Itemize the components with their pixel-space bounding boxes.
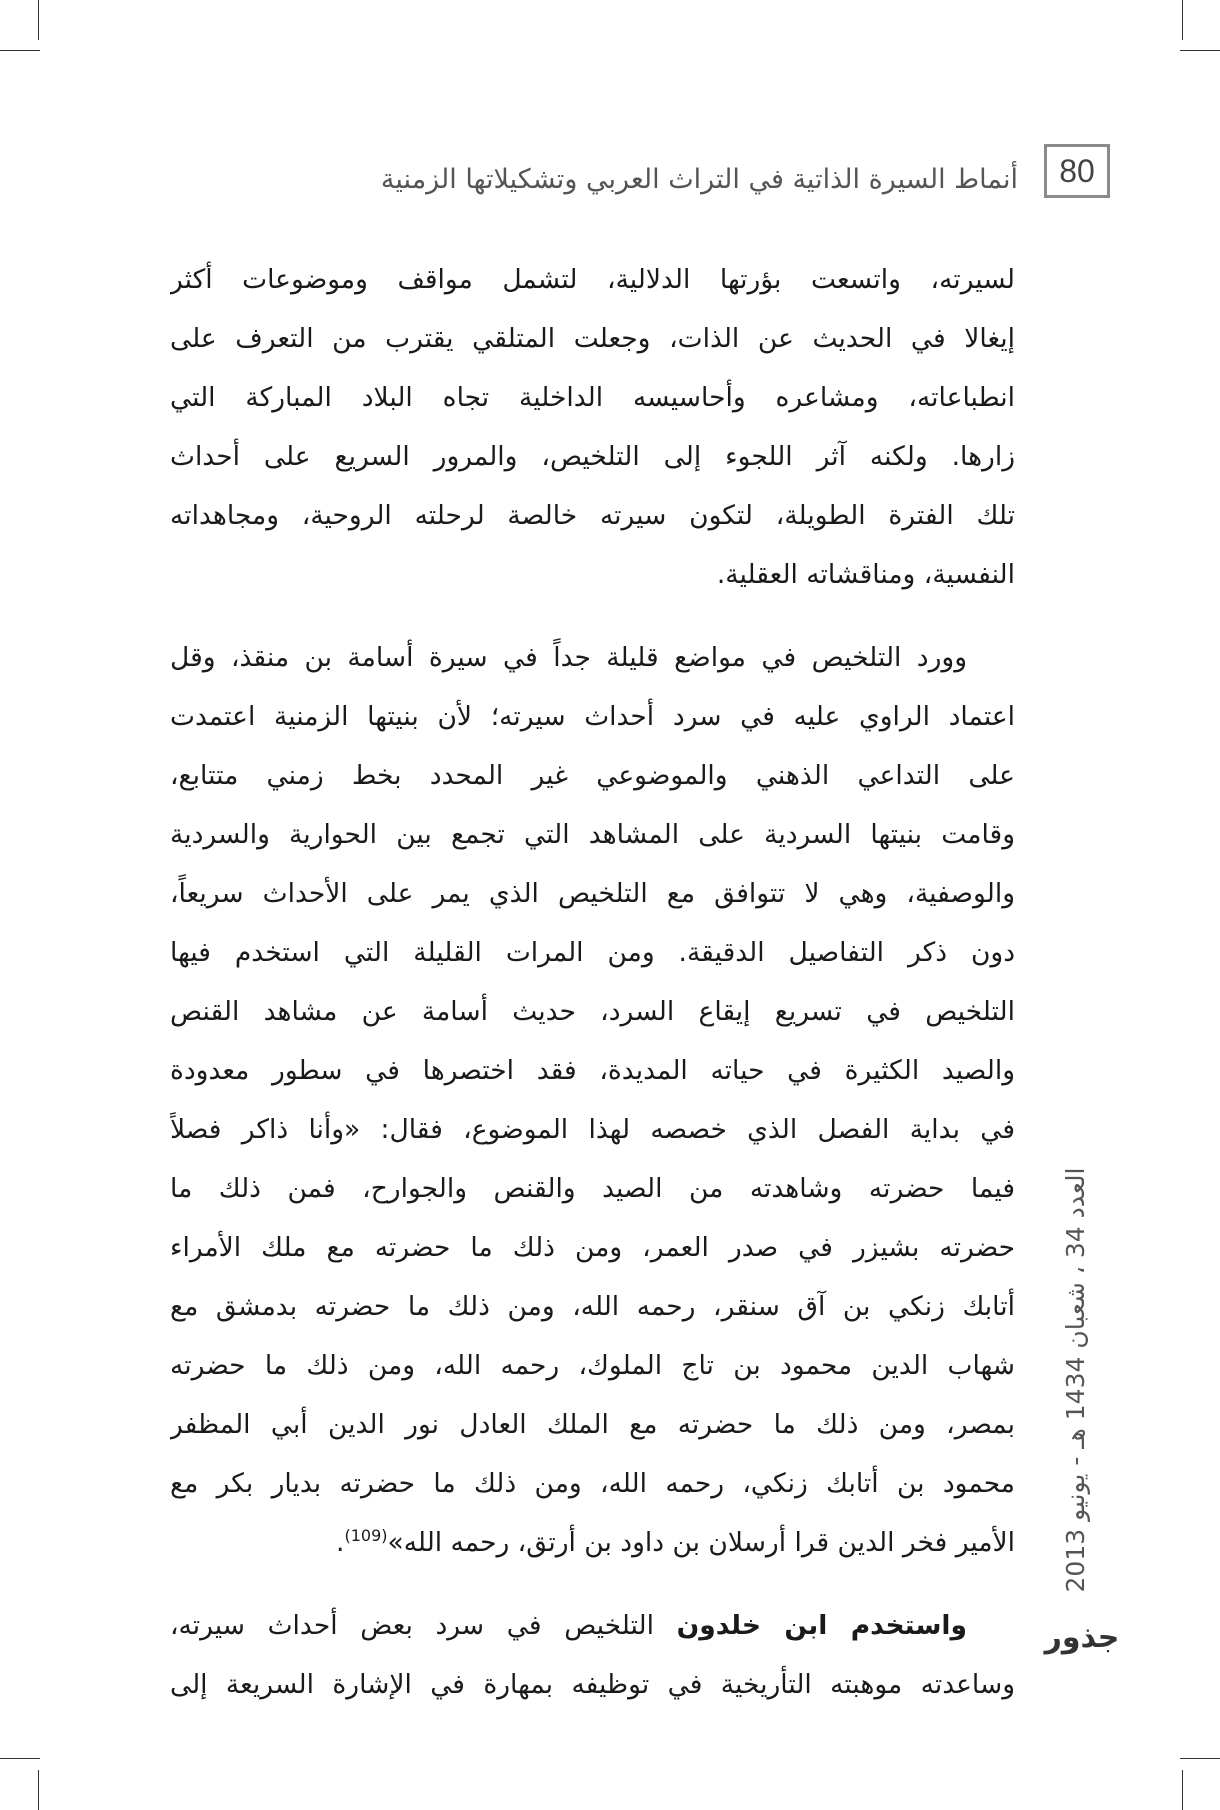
footnote-reference[interactable]: (109): [344, 1526, 388, 1546]
text-line: في بداية الفصل الذي خصصه لهذا الموضوع، فقال: «وأنا ذاكر فصلاً: [170, 1114, 1015, 1145]
crop-mark: [1180, 50, 1220, 51]
text-line: أتابك زنكي بن آق سنقر، رحمه الله، ومن ذلك ما حضرته بدمشق مع: [170, 1291, 1015, 1322]
text-line: اعتماد الراوي عليه في سرد أحداث سيرته؛ لأن بنيتها الزمنية اعتمدت: [170, 701, 1015, 732]
text-line: والصيد الكثيرة في حياته المديدة، فقد اختصرها في سطور معدودة: [170, 1055, 1015, 1086]
text-line: بمصر، ومن ذلك ما حضرته مع الملك العادل نور الدين أبي المظفر: [170, 1409, 1015, 1440]
body-text: [170, 250, 1015, 1714]
page-number: 80: [1044, 144, 1110, 198]
text-line: على التداعي الذهني والموضوعي غير المحدد بخط زمني متتابع،: [170, 760, 1015, 791]
sentence-end: .: [336, 1527, 345, 1558]
issue-label: العدد 34 ، شعبان 1434 هـ - يونيو 2013: [1061, 1167, 1090, 1593]
text-line: والوصفية، وهي لا تتوافق مع التلخيص الذي يمر على الأحداث سريعاً،: [170, 878, 1015, 909]
text-line: إيغالا في الحديث عن الذات، وجعلت المتلقي يقترب من التعرف على: [170, 323, 1015, 354]
text-line: شهاب الدين محمود بن تاج الملوك، رحمه الله، ومن ذلك ما حضرته: [170, 1350, 1015, 1381]
text-line: محمود بن أتابك زنكي، رحمه الله، ومن ذلك ما حضرته بديار بكر مع: [170, 1468, 1015, 1499]
text-line: انطباعاته، ومشاعره وأحاسيسه الداخلية تجاه البلاد المباركة التي: [170, 382, 1015, 413]
text-line: وساعدته موهبته التأريخية في توظيفه بمهارة في الإشارة السريعة إلى: [170, 1669, 1015, 1700]
text-line: [170, 1596, 1015, 1655]
crop-mark: [1180, 1758, 1220, 1759]
text-line: لسيرته، واتسعت بؤرتها الدلالية، لتشمل مواقف وموضوعات أكثر: [170, 264, 1015, 295]
text-line: زارها. ولكنه آثر اللجوء إلى التلخيص، والمرور السريع على أحداث: [170, 441, 1015, 472]
text-line: [170, 1513, 1015, 1572]
paragraph-gap: [170, 604, 1015, 628]
text-line: وقامت بنيتها السردية على المشاهد التي تجمع بين الحوارية والسردية: [170, 819, 1015, 850]
crop-mark: [0, 50, 40, 51]
crop-mark: [1182, 0, 1183, 40]
crop-mark: [38, 1770, 39, 1810]
line-rest: التلخيص في سرد بعض أحداث سيرته،: [170, 1610, 677, 1641]
journal-logo: جذور: [1044, 1620, 1120, 1655]
quote-end-text: الأمير فخر الدين قرا أرسلان بن داود بن أرتق، رحمه الله»: [387, 1527, 1015, 1558]
crop-mark: [1182, 1770, 1183, 1810]
text-line: حضرته بشيزر في صدر العمر، ومن ذلك ما حضرته مع ملك الأمراء: [170, 1232, 1015, 1263]
text-line: دون ذكر التفاصيل الدقيقة. ومن المرات القليلة التي استخدم فيها: [170, 937, 1015, 968]
text-line: النفسية، ومناقشاته العقلية.: [716, 559, 1015, 590]
crop-mark: [0, 1758, 40, 1759]
running-title: أنماط السيرة الذاتية في التراث العربي وتشكيلاتها الزمنية: [380, 164, 1018, 195]
paragraph-gap: [170, 1572, 1015, 1596]
crop-mark: [38, 0, 39, 40]
text-line: فيما حضرته وشاهدته من الصيد والقنص والجوارح، فمن ذلك ما: [170, 1173, 1015, 1204]
text-line: وورد التلخيص في مواضع قليلة جداً في سيرة أسامة بن منقذ، وقل: [170, 642, 967, 673]
text-line: تلك الفترة الطويلة، لتكون سيرته خالصة لرحلته الروحية، ومجاهداته: [170, 500, 1015, 531]
bold-lead: واستخدم ابن خلدون: [676, 1610, 967, 1641]
text-line: التلخيص في تسريع إيقاع السرد، حديث أسامة عن مشاهد القنص: [170, 996, 1015, 1027]
